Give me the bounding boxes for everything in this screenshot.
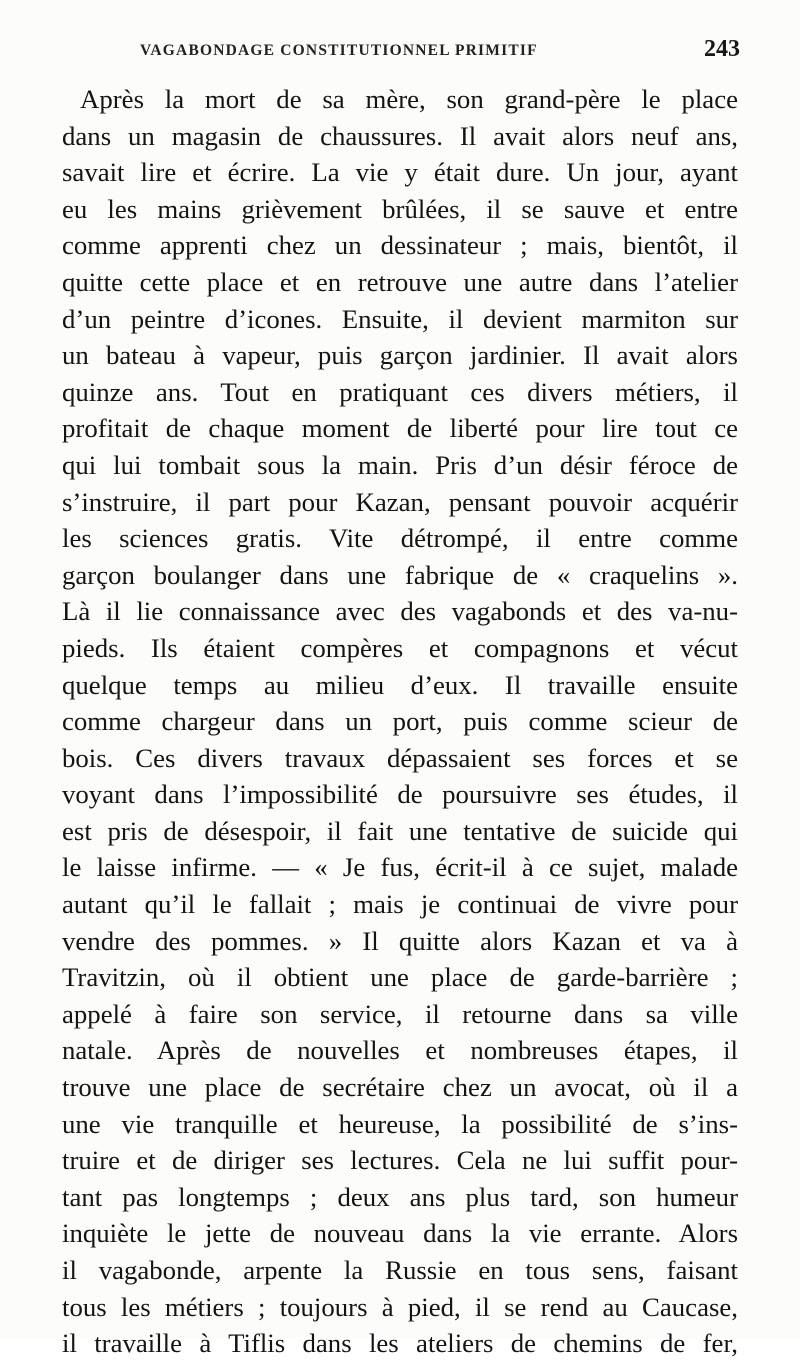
text-line: garçon boulanger dans une fabrique de « craquelins ».: [62, 559, 738, 590]
body-paragraph: [62, 81, 738, 1362]
text-line: les sciences gratis. Vite détrompé, il entre comme: [62, 523, 738, 554]
text-line: il vagabonde, arpente la Russie en tous sens, faisant: [62, 1255, 738, 1285]
text-line: tant pas longtemps ; deux ans plus tard, son humeur: [62, 1181, 738, 1212]
text-line: quinze ans. Tout en pratiquant ces divers métiers, il: [62, 376, 738, 407]
text-line: est pris de désespoir, il fait une tentative de suicide qui: [62, 815, 738, 846]
text-line: le laisse infirme. — « Je fus, écrit-il à ce sujet, malade: [62, 852, 738, 883]
text-line: truire et de diriger ses lectures. Cela ne lui suffit pour-: [62, 1145, 738, 1176]
text-line: quelque temps au milieu d’eux. Il travaille ensuite: [62, 669, 738, 700]
text-line: appelé à faire son service, il retourne dans sa ville: [62, 998, 738, 1029]
text-line: comme apprenti chez un dessinateur ; mais, bientôt, il: [62, 230, 738, 261]
text-line: natale. Après de nouvelles et nombreuses étapes, il: [62, 1035, 738, 1066]
text-line: tous les métiers ; toujours à pied, il se rend au Caucase,: [62, 1291, 738, 1322]
text-line: une vie tranquille et heureuse, la possibilité de s’ins-: [62, 1108, 738, 1139]
text-line: un bateau à vapeur, puis garçon jardinier. Il avait alors: [62, 340, 738, 371]
text-line: Travitzin, où il obtient une place de garde-barrière ;: [62, 962, 738, 993]
text-line: profitait de chaque moment de liberté pour lire tout ce: [62, 413, 738, 444]
text-line: pieds. Ils étaient compères et compagnons et vécut: [62, 632, 738, 663]
text-line: d’un peintre d’icones. Ensuite, il devient marmiton sur: [62, 303, 738, 334]
text-line: Après la mort de sa mère, son grand-père le place: [80, 84, 738, 114]
text-line: trouve une place de secrétaire chez un avocat, où il a: [62, 1072, 738, 1103]
page-header: [140, 36, 740, 76]
text-line: voyant dans l’impossibilité de poursuivre ses études, il: [62, 779, 738, 810]
text-line: bois. Ces divers travaux dépassaient ses forces et se: [62, 742, 738, 773]
text-line: savait lire et écrire. La vie y était dure. Un jour, ayant: [62, 157, 738, 188]
text-line: quitte cette place et en retrouve une autre dans l’atelier: [62, 266, 738, 297]
text-line: dans un magasin de chaussures. Il avait alors neuf ans,: [62, 120, 738, 151]
text-line: s’instruire, il part pour Kazan, pensant pouvoir acquérir: [62, 486, 738, 517]
page-number: 243: [704, 36, 740, 62]
text-line: inquiète le jette de nouveau dans la vie errante. Alors: [62, 1218, 738, 1249]
text-line: eu les mains grièvement brûlées, il se sauve et entre: [62, 193, 738, 224]
running-title: VAGABONDAGE CONSTITUTIONNEL PRIMITIF: [140, 42, 538, 59]
text-line: autant qu’il le fallait ; mais je continuai de vivre pour: [62, 889, 738, 920]
text-line: Là il lie connaissance avec des vagabonds et des va-nu-: [62, 596, 738, 627]
text-line: qui lui tombait sous la main. Pris d’un désir féroce de: [62, 449, 738, 480]
text-line: vendre des pommes. » Il quitte alors Kazan et va à: [62, 925, 738, 956]
text-line: il travaille à Tiflis dans les ateliers de chemins de fer,: [62, 1328, 738, 1359]
text-line: comme chargeur dans un port, puis comme scieur de: [62, 706, 738, 737]
